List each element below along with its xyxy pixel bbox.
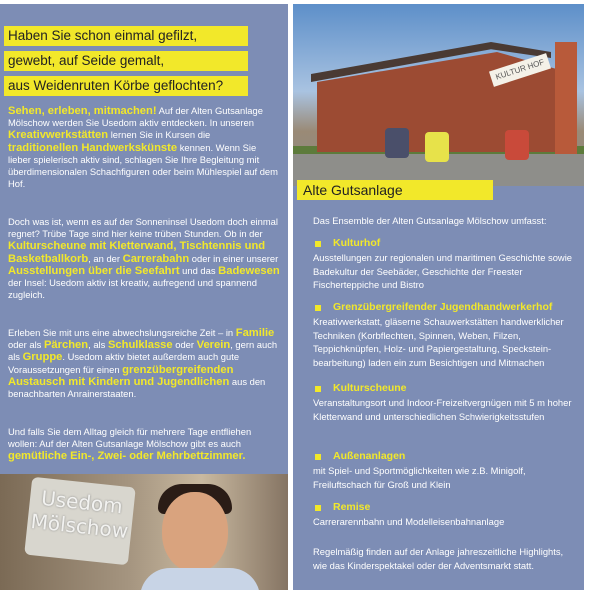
text: , als — [88, 339, 108, 351]
text: , gern auch als — [8, 339, 278, 363]
highlight: Ausstellungen über die Seefahrt — [8, 264, 180, 277]
text: Auf der Alten Gutsanlage Mölschow werden Sie Usedom aktiv entdecken. In unseren — [8, 105, 263, 129]
left-column — [0, 4, 288, 590]
highlight: traditionellen Handwerkskünste — [8, 141, 178, 154]
boy-with-sign-photo — [0, 474, 288, 590]
headline-line-1: Haben Sie schon einmal gefilzt, — [4, 26, 248, 46]
text: Erleben Sie mit uns eine abwechslungsreiche Zeit – in — [8, 327, 236, 338]
item-title: Außenanlagen — [333, 450, 406, 462]
ensemble-intro: Das Ensemble der Alten Gutsanlage Mölschow umfasst: — [313, 215, 547, 226]
brick-tower — [555, 42, 577, 154]
text: . Usedom aktiv bietet außerdem auch gute Voraussetzungen für einen — [8, 351, 240, 375]
headline-line-2: gewebt, auf Seide gemalt, — [4, 51, 248, 71]
text: oder — [172, 339, 197, 351]
item-text: Ausstellungen zur regionalen und maritimen Geschichte sowie Badekultur der Seebäder, Geschichte der Freester Fischerteppiche und Bistro — [313, 252, 572, 291]
boy-face — [162, 492, 228, 572]
text: oder als — [8, 339, 44, 351]
item-title: Kulturscheune — [333, 382, 407, 394]
photo-caption: Alte Gutsanlage — [297, 180, 493, 200]
building-sign: KULTUR HOF — [489, 53, 551, 87]
bullet-icon — [315, 241, 321, 247]
rooms-paragraph — [8, 426, 280, 463]
text: lernen Sie in Kursen die — [108, 129, 211, 141]
estate-building-photo — [293, 4, 584, 186]
text: und das — [179, 264, 219, 276]
text: , an der — [88, 252, 123, 264]
intro-paragraph — [8, 105, 280, 190]
item-text: Kreativwerkstatt, gläserne Schauwerkstätten handwerklicher Techniken (Korbflechten, Spinnen, Weben, Filzen, Teppichknüpfen, Holz- und Papiergestaltung, Specksteinbearbeitung) laden ein zum Besichtigen und Mitmachen — [313, 316, 564, 368]
right-column — [293, 4, 584, 590]
text: kennen. Wenn Sie lieber spielerisch aktiv sind, schlagen Sie Ihre Begleitung mit überdimensionalen Schachfiguren oder beim Mühlespiel auf dem Hof. — [8, 141, 278, 190]
cyclist — [385, 128, 409, 158]
highlight: Familie — [235, 327, 275, 339]
item-text: Veranstaltungsort und Indoor-Freizeitvergnügen mit 5 m hoher Kletterwand und unterschiedlichen Schwierigkeitsstufen — [313, 397, 572, 422]
bullet-icon — [315, 386, 321, 392]
highlight: Kulturscheune mit Kletterwand, Tischtennis und Basketballkorb — [8, 240, 266, 265]
highlight: gemütliche Ein-, Zwei- oder Mehrbettzimmer. — [8, 450, 246, 463]
highlight: Gruppe — [22, 351, 63, 364]
felt-sign: Usedom Mölschow — [24, 477, 136, 565]
highlight: Carrerabahn — [122, 252, 190, 265]
highlight: grenzübergreifenden Austausch mit Kindern und Jugendlichen — [8, 363, 234, 388]
item-title: Grenzübergreifender Jugendhandwerkerhof — [333, 301, 553, 313]
highlight: Pärchen — [43, 339, 89, 352]
item-title: Kulturhof — [333, 237, 381, 249]
text: aus den benachbarten Anrainerstaaten. — [8, 375, 266, 400]
headline-line-3: aus Weidenruten Körbe geflochten? — [4, 76, 248, 96]
highlight: Kreativwerkstätten — [8, 129, 109, 142]
cyclist — [425, 132, 449, 162]
text: Und falls Sie dem Alltag gleich für mehrere Tage entfliehen wollen: Auf der Alten Gutsanlage Mölschow gibt es auch — [8, 426, 252, 450]
text: Doch was ist, wenn es auf der Sonneninsel Usedom doch einmal regnet? Trübe Tage sind hier keine trüben Stunden. Ob in der — [8, 216, 278, 240]
groups-paragraph — [8, 327, 280, 400]
text: oder in einer unserer — [189, 252, 279, 264]
highlight: Verein — [196, 339, 231, 352]
rain-paragraph — [8, 216, 280, 301]
highlight: Badewesen — [218, 264, 280, 277]
text: der Insel: Usedom aktiv ist kreativ, aufregend und spannend zugleich. — [8, 277, 257, 301]
bullet-icon — [315, 505, 321, 511]
highlight: Sehen, erleben, mitmachen! — [8, 105, 157, 117]
bullet-icon — [315, 454, 321, 460]
bullet-icon — [315, 305, 321, 311]
item-title: Remise — [333, 501, 371, 513]
highlight: Schulklasse — [107, 339, 173, 352]
closing-paragraph: Regelmäßig finden auf der Anlage jahreszeitliche Highlights, wie das Kinderspektakel oder der Adventsmarkt statt. — [313, 546, 564, 571]
cyclist — [505, 130, 529, 160]
boy-shirt — [140, 568, 260, 590]
item-text: Carrerarennbahn und Modelleisenbahnanlage — [313, 516, 505, 527]
item-text: mit Spiel- und Sportmöglichkeiten wie z.B. Minigolf, Freiluftschach für Groß und Klein — [313, 465, 526, 490]
